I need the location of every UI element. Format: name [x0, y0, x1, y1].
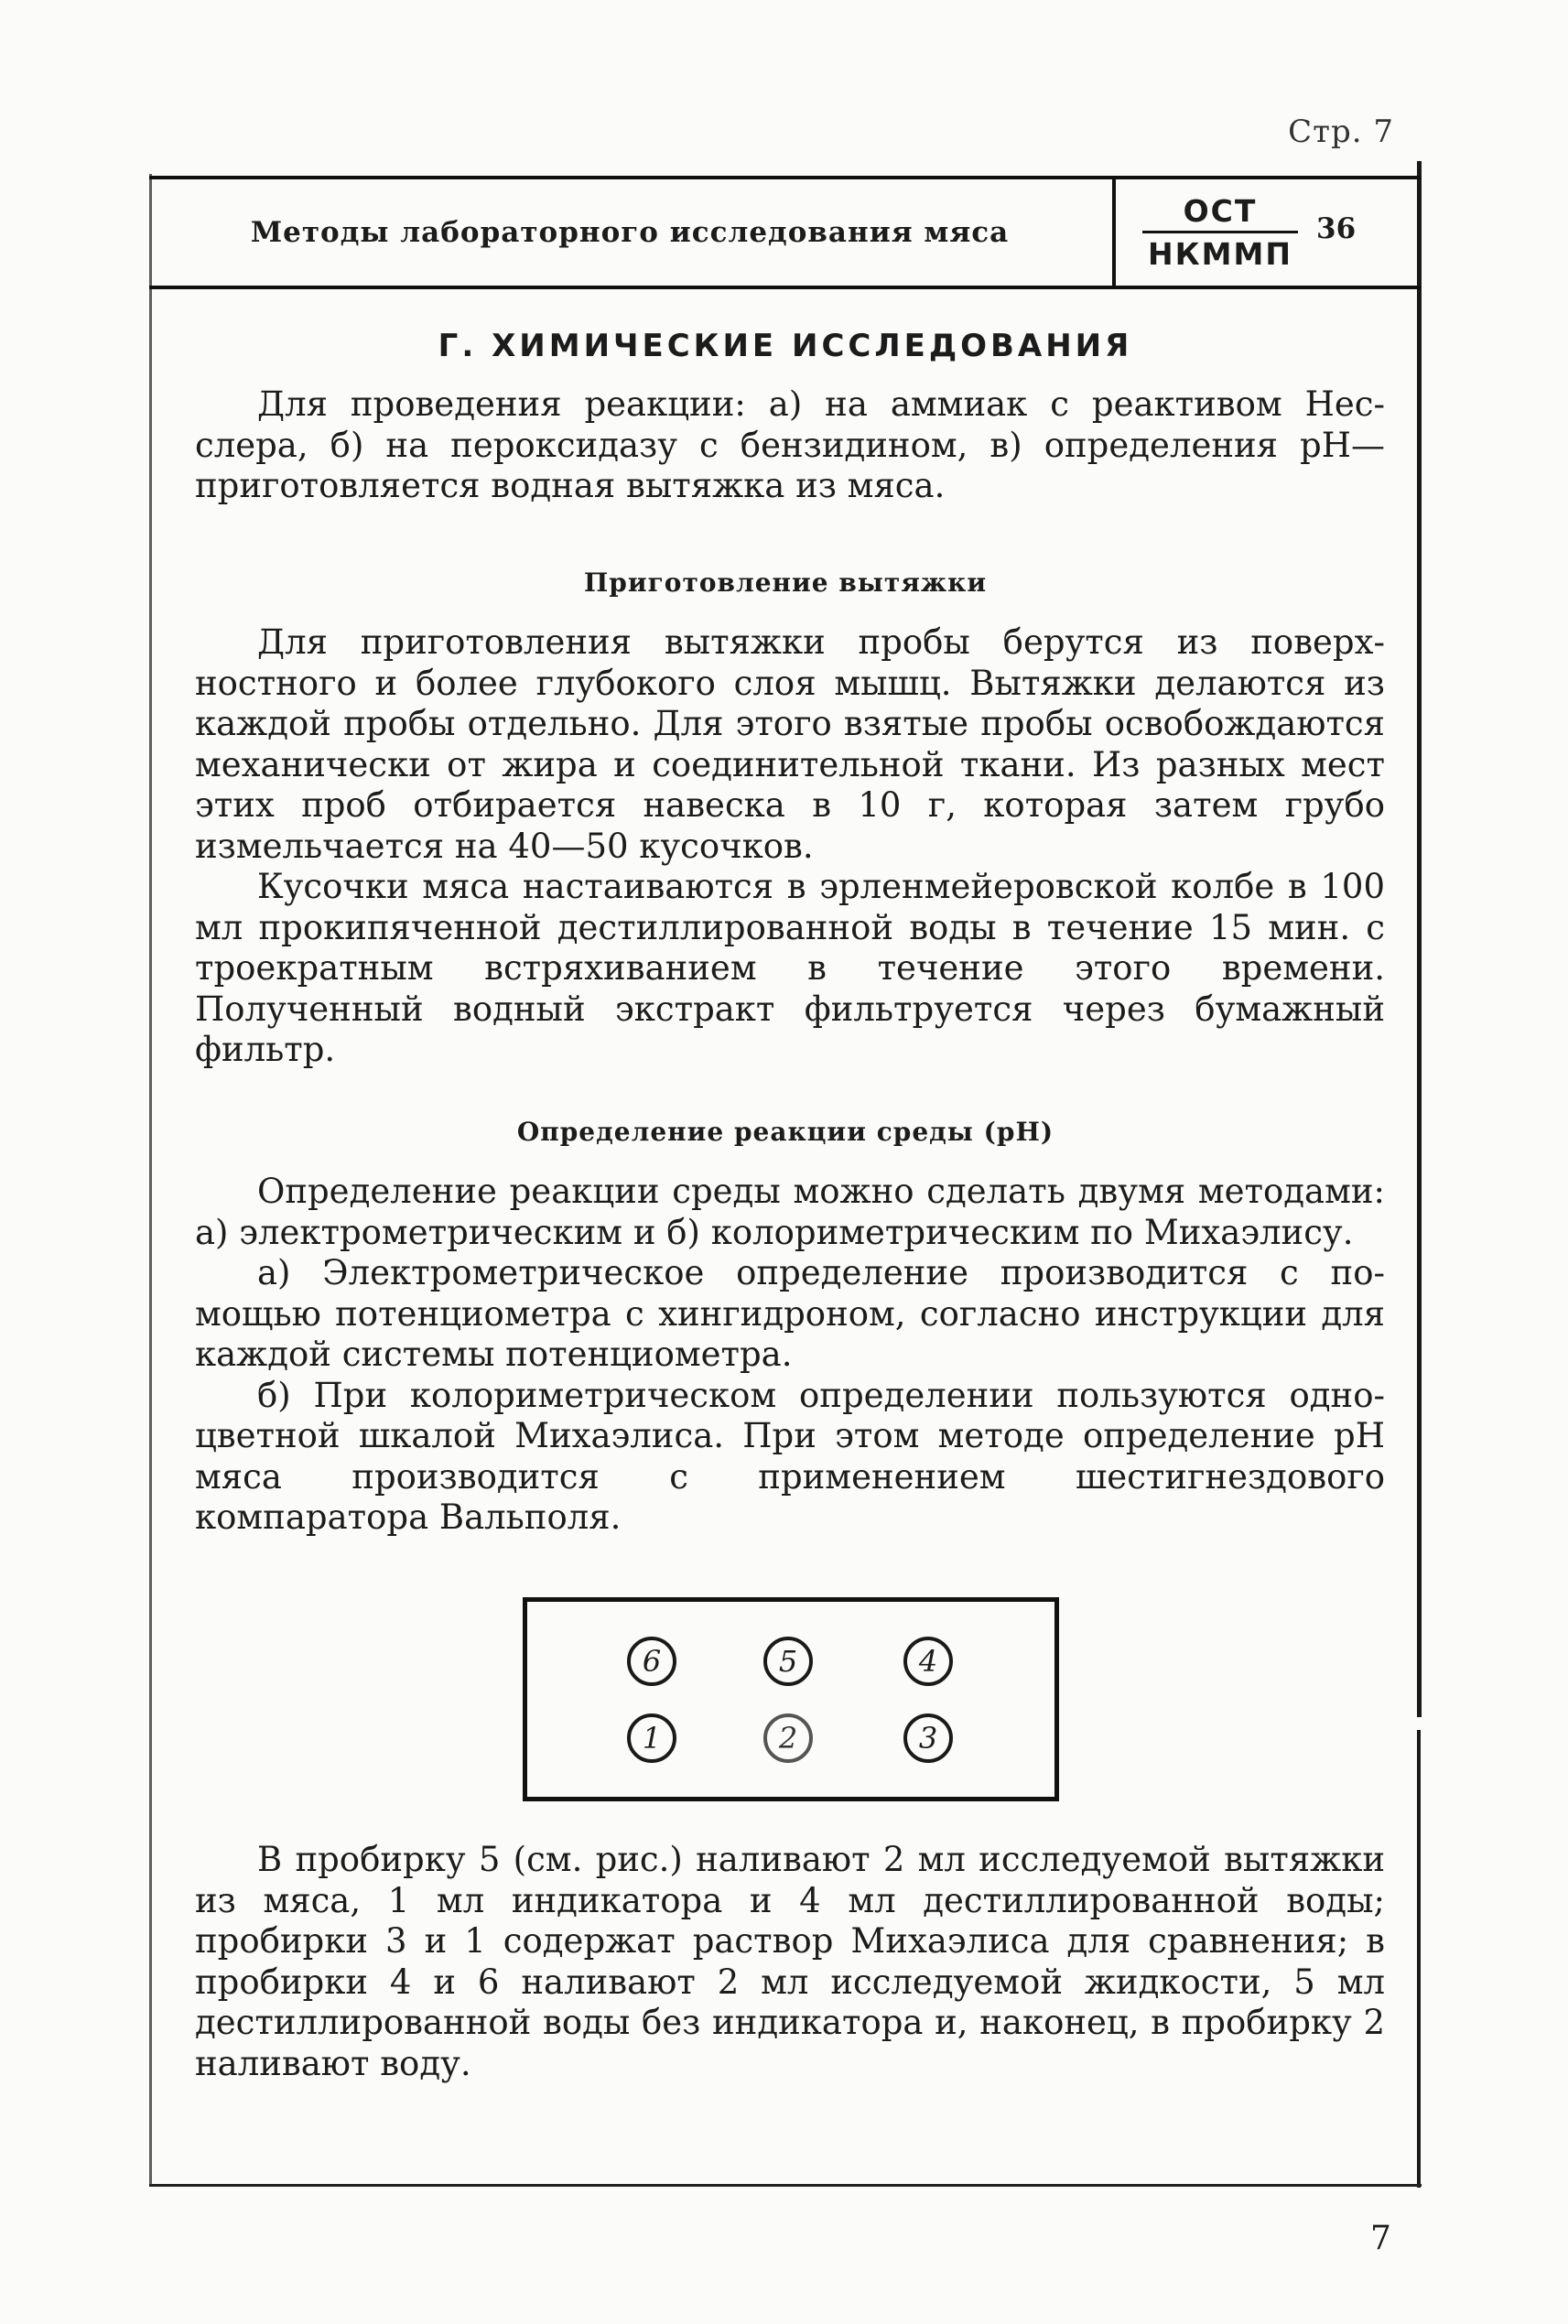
header-title: Методы лабораторного исследования мяса [250, 216, 1010, 249]
section-title: Г. ХИМИЧЕСКИЕ ИССЛЕДОВАНИЯ [438, 328, 1133, 364]
frame-bottom-border [149, 2184, 1422, 2187]
page-number: 7 [1370, 2220, 1391, 2257]
header-divider [1112, 179, 1116, 286]
ph-paragraph-2: а) Электрометрическое определение производится с помощью потенциометра с хингидроном, согласно инструкции для каждой системы потенциометра. [195, 1253, 1385, 1374]
extract-paragraph-1: Для приготовления вытяжки пробы берутся из поверхностного и более глубокого слоя мышц. Вытяжки делаются из каждой пробы отдельно. Для этого взятые пробы освобождаются механически от жира и соединительной ткани. Из разных мест этих проб отбирается навеска в 10 г, которая затем грубо измельчается на 40—50 кусочков. [195, 622, 1385, 866]
intro-paragraph [195, 384, 1385, 507]
standard-code-top: ОСТ [1142, 192, 1298, 233]
intro-paragraph-text: Для проведения реакции: а) на аммиак с реактивом Несслера, б) на пероксидазу с бензидином, в) определения pH— приготовляется водная вытяжка из мяса. [195, 384, 1385, 505]
comparator-tube-2: 2 [763, 1713, 813, 1763]
extract-paragraph-2: Кусочки мяса настаиваются в эрленмейеровской колбе в 100 мл прокипяченной дестиллированной воды в течение 15 мин. с троекратным встряхиванием в течение этого времени. Полученный водный экстракт фильтруется через бумажный фильтр. [195, 867, 1385, 1069]
extract-section-body [195, 622, 1385, 1071]
standard-code [1142, 192, 1298, 276]
comparator-tube-1: 1 [627, 1713, 676, 1763]
ph-section-body [195, 1172, 1385, 1539]
frame-right-border-lower [1417, 1730, 1421, 2188]
standard-number: 36 [1316, 212, 1357, 245]
page-label: Стр. 7 [1288, 113, 1394, 150]
ph-section-title: Определение реакции среды (pH) [516, 1117, 1054, 1147]
comparator-diagram [523, 1597, 1059, 1801]
frame-left-border [149, 174, 152, 2184]
extract-section-title: Приготовление вытяжки [583, 567, 988, 598]
ph-paragraph-3: б) При колориметрическом определении пользуются одноцветной шкалой Михаэлиса. При этом методе определение pH мяса производится с применением шестигнездового компаратора Вальполя. [195, 1375, 1385, 1537]
comparator-tube-5: 5 [763, 1637, 813, 1686]
comparator-tube-4: 4 [903, 1637, 953, 1686]
comparator-tube-3: 3 [903, 1713, 953, 1763]
comparator-tube-6: 6 [627, 1637, 676, 1686]
document-header [149, 176, 1422, 289]
final-paragraph [195, 1840, 1385, 2084]
standard-code-bottom: НКММП [1148, 236, 1292, 272]
frame-right-border [1417, 161, 1422, 1717]
final-paragraph-text: В пробирку 5 (см. рис.) наливают 2 мл исследуемой вытяжки из мяса, 1 мл индикатора и 4 мл дестиллированной воды; пробирки 3 и 1 содержат раствор Михаэлиса для сравнения; в пробирки 4 и 6 наливают 2 мл исследуемой жидкости, 5 мл дестиллированной воды без индикатора и, наконец, в пробирку 2 наливают воду. [195, 1840, 1385, 2083]
ph-paragraph-1: Определение реакции среды можно сделать двумя методами: а) электрометрическим и б) колориметрическим по Михаэлису. [195, 1172, 1385, 1252]
